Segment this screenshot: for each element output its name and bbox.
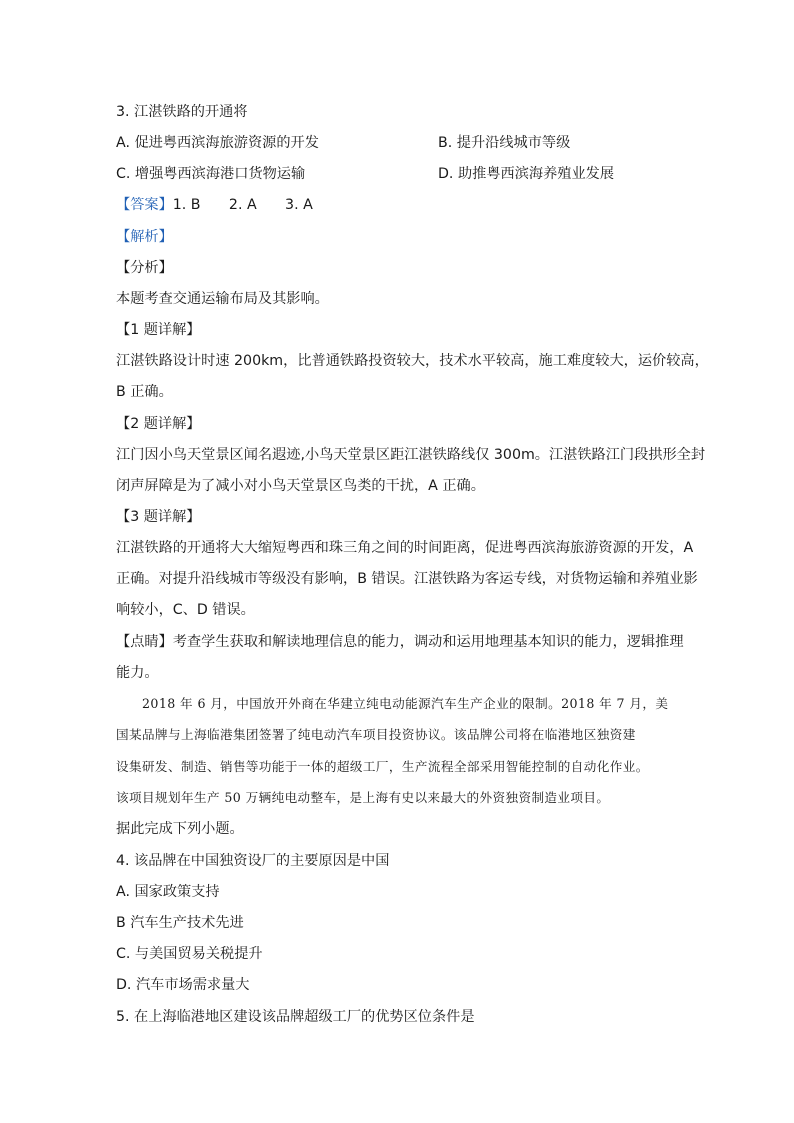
detail1-tag: 【1 题详解】 [116,322,201,338]
detail2-line: 闭声屏障是为了减小对小鸟天堂景区鸟类的干扰，A 正确。 [116,478,485,494]
detail3-line: 江湛铁路的开通将大大缩短粤西和珠三角之间的时间距离，促进粤西滨海旅游资源的开发，A [116,540,694,556]
passage-line: 设集研发、制造、销售等功能于一体的超级工厂，生产流程全部采用智能控制的自动化作业。 [116,759,649,774]
answer-line [116,195,313,215]
detail3-line: 响较小，C、D 错误。 [116,602,255,618]
q4-option-c: C. 与美国贸易关税提升 [116,946,263,962]
dianjing-tag: 【点睛】 [116,634,173,650]
q3-stem: 3. 江湛铁路的开通将 [116,104,248,120]
q3-option-c: C. 增强粤西滨海港口货物运输 [116,166,306,182]
analysis-tag: 【解析】 [116,229,173,245]
passage-line: 该项目规划年生产 50 万辆纯电动整车，是上海有史以来最大的外资独资制造业项目。 [116,790,610,805]
q4-option-d: D. 汽车市场需求量大 [116,977,250,993]
q3-option-a: A. 促进粤西滨海旅游资源的开发 [116,135,319,151]
q4-option-a: A. 国家政策支持 [116,884,220,900]
dianjing-text: 考查学生获取和解读地理信息的能力，调动和运用地理基本知识的能力，逻辑推理 [172,634,684,650]
q3-option-d: D. 助推粤西滨海养殖业发展 [438,166,615,182]
passage-instruction: 据此完成下列小题。 [116,821,244,837]
answer-text: 1. B 2. A 3. A [172,197,313,213]
detail1-line: 江湛铁路设计时速 200km，比普通铁路投资较大，技术水平较高，施工难度较大，运价较高， [116,353,709,369]
fenxi-tag: 【分析】 [116,260,173,276]
passage-line: 国某品牌与上海临港集团签署了纯电动汽车项目投资协议。该品牌公司将在临港地区独资建 [116,727,636,742]
detail3-tag: 【3 题详解】 [116,509,201,525]
passage-line: 2018 年 6 月，中国放开外商在华建立纯电动能源汽车生产企业的限制。2018 年 7 月，美 [116,696,669,711]
dianjing-line [116,632,684,652]
q4-stem: 4. 该品牌在中国独资设厂的主要原因是中国 [116,853,390,869]
q5-stem: 5. 在上海临港地区建设该品牌超级工厂的优势区位条件是 [116,1009,475,1025]
q4-option-b: B 汽车生产技术先进 [116,915,244,931]
detail2-line: 江门因小鸟天堂景区闻名遐迹,小鸟天堂景区距江湛铁路线仅 300m。江湛铁路江门段拱形全封 [116,447,706,463]
fenxi-text: 本题考查交通运输布局及其影响。 [116,291,329,307]
detail2-tag: 【2 题详解】 [116,416,201,432]
dianjing-line-2: 能力。 [116,665,159,681]
detail1-line: B 正确。 [116,384,173,400]
answer-tag: 【答案】 [116,197,173,213]
q3-option-b: B. 提升沿线城市等级 [438,135,571,151]
detail3-line: 正确。对提升沿线城市等级没有影响，B 错误。江湛铁路为客运专线，对货物运输和养殖业影 [116,571,698,587]
